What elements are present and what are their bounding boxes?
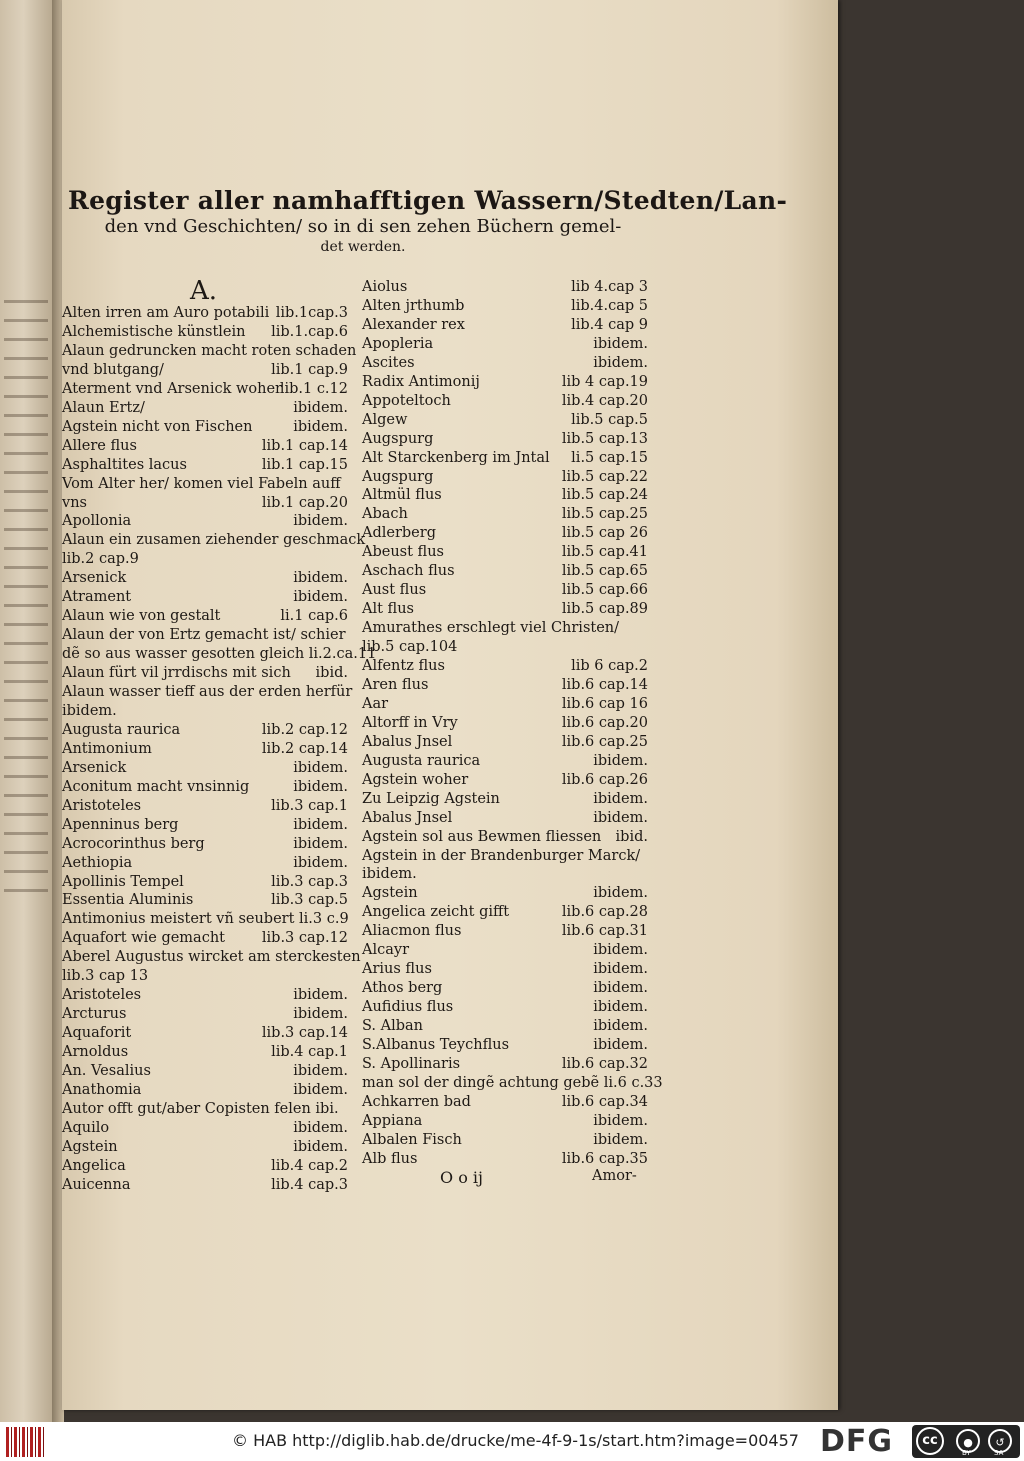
entry-term: dẽ so aus wasser gesotten gleich li.2.ca.11: [62, 646, 377, 663]
index-entry: [62, 702, 348, 721]
signature-mark: O o ij: [440, 1168, 483, 1187]
entry-term: Asphaltites lacus: [62, 456, 187, 473]
index-entry: [362, 562, 648, 581]
entry-reference: lib.4 cap.1: [271, 1044, 348, 1061]
entry-reference: ibidem.: [293, 816, 348, 833]
entry-reference: ibidem.: [293, 570, 348, 587]
index-entry: [362, 847, 648, 866]
entry-term: Agstein: [362, 885, 418, 902]
entry-term: Abeust flus: [362, 544, 445, 561]
index-entry: [362, 733, 648, 752]
entry-term: Alaun gedruncken macht roten schaden: [62, 342, 357, 359]
entry-term: Aquafort wie gemacht: [62, 930, 225, 947]
index-entry: [62, 1043, 348, 1062]
entry-reference: lib.1 cap.14: [261, 437, 348, 454]
index-entry: [362, 486, 648, 505]
index-entry: [62, 607, 348, 626]
entry-reference: lib.6 cap.14: [561, 676, 648, 693]
entry-term: Vom Alter her/ komen viel Fabeln auff: [62, 475, 341, 492]
entry-term: Appiana: [362, 1112, 423, 1129]
index-entry: [62, 873, 348, 892]
index-entry: [362, 960, 648, 979]
index-entry: [362, 468, 648, 487]
entry-term: ibidem.: [362, 866, 417, 883]
entry-reference: lib.4 cap.2: [271, 1157, 348, 1174]
entry-term: ibidem.: [62, 702, 117, 719]
index-entry: [62, 380, 348, 399]
index-entry: [62, 531, 366, 550]
entry-term: Apopleria: [362, 335, 434, 352]
entry-term: An. Vesalius: [62, 1063, 151, 1079]
index-entry: [62, 588, 348, 607]
index-entry: [62, 1005, 348, 1024]
entry-reference: ibidem.: [593, 999, 648, 1016]
entry-reference: lib.5 cap.89: [561, 601, 648, 618]
entry-reference: ibidem.: [593, 1037, 648, 1053]
index-entry: [362, 543, 648, 562]
library-logo-icon: [6, 1427, 46, 1457]
index-entry: [62, 1081, 348, 1100]
index-entry: [362, 676, 648, 695]
index-entry: [362, 1074, 663, 1093]
entry-reference: li.1 cap.6: [280, 608, 348, 625]
entry-reference: lib.5 cap.65: [561, 563, 648, 580]
entry-term: Alten jrthumb: [362, 297, 465, 314]
entry-term: Arius flus: [362, 961, 432, 978]
index-entry: [62, 778, 348, 797]
index-entry: [362, 297, 648, 316]
index-entry: [62, 740, 348, 759]
entry-term: Abalus Jnsel: [362, 809, 453, 826]
index-entry: [362, 998, 648, 1017]
entry-term: S.Albanus Teychflus: [362, 1037, 510, 1053]
entry-reference: lib.6 cap.31: [561, 923, 648, 940]
entry-reference: lib.1 cap.20: [261, 494, 348, 511]
entry-reference: ibidem.: [593, 335, 648, 352]
index-entry: [62, 1157, 348, 1176]
entry-reference: ibidem.: [593, 790, 648, 807]
index-entry: [62, 929, 348, 948]
entry-term: Ascites: [362, 354, 415, 371]
entry-reference: lib.6 cap 16: [561, 695, 648, 712]
entry-term: Alchemistische künstlein: [62, 323, 246, 340]
entry-reference: lib.3 cap.12: [261, 930, 348, 947]
title-line-3: det werden.: [320, 239, 406, 255]
entry-reference: ibidem.: [593, 1112, 648, 1129]
entry-term: Alt Starckenberg im Jntal: [362, 449, 550, 466]
index-entry: [362, 884, 648, 903]
entry-reference: ibidem.: [593, 1018, 648, 1035]
index-entry: [62, 948, 361, 967]
entry-term: Arnoldus: [62, 1044, 129, 1061]
index-entry: [62, 664, 348, 683]
entry-term: Arsenick: [62, 570, 127, 587]
index-entry: [62, 816, 348, 835]
entry-reference: ibidem.: [293, 399, 348, 416]
entry-reference: lib.5 cap.25: [561, 506, 648, 523]
entry-term: Agstein nicht von Fischen: [62, 418, 253, 435]
dfg-logo[interactable]: DFG: [820, 1424, 894, 1459]
by-icon: ●: [956, 1429, 980, 1453]
index-entry: [362, 1150, 648, 1169]
entry-reference: ibidem.: [293, 1081, 348, 1098]
index-entry: [362, 922, 648, 941]
entry-term: Aquaforit: [62, 1025, 132, 1042]
entry-term: Agstein sol aus Bewmen fliessen: [362, 828, 602, 845]
entry-term: Aliacmon flus: [362, 923, 462, 940]
entry-term: Arcturus: [62, 1006, 127, 1023]
entry-reference: lib.4 cap 9: [571, 316, 648, 333]
facing-page-edge: [0, 0, 52, 1422]
page-title: [68, 186, 788, 256]
sa-label: SA: [994, 1449, 1004, 1457]
entry-term: Albalen Fisch: [362, 1131, 462, 1148]
index-entry: [62, 512, 348, 531]
entry-reference: lib.6 cap.28: [561, 904, 648, 921]
index-entry: [362, 278, 648, 297]
entry-term: Alaun Ertz/: [62, 399, 145, 416]
entry-reference: ibid.: [315, 665, 348, 682]
entry-reference: lib.6 cap.20: [561, 714, 648, 731]
title-line-2: den vnd Geschichten/ so in di sen zehen Büchern gemel-: [104, 216, 622, 237]
entry-term: Apollonia: [62, 513, 132, 530]
index-entry: [362, 695, 648, 714]
index-entry: [362, 392, 648, 411]
entry-term: Aristoteles: [62, 987, 142, 1004]
section-letter: A.: [190, 276, 218, 306]
entry-term: vnd blutgang/: [62, 361, 164, 378]
index-entry: [62, 910, 348, 929]
index-entry: [362, 809, 648, 828]
index-entry: [62, 399, 348, 418]
entry-reference: ibidem.: [293, 589, 348, 606]
entry-reference: lib.5 cap.5: [571, 411, 648, 428]
index-entry: [362, 790, 648, 809]
entry-reference: ibidem.: [293, 835, 348, 852]
index-entry: [62, 569, 348, 588]
index-entry: [62, 626, 348, 645]
entry-term: Alaun ein zusamen ziehender geschmack: [62, 532, 366, 549]
index-entry: [362, 1093, 648, 1112]
entry-term: Aquilo: [62, 1119, 110, 1136]
entry-reference: lib.4.cap 5: [571, 297, 648, 314]
entry-reference: lib.1 c.12: [279, 380, 348, 397]
entry-reference: lib.2 cap.12: [261, 721, 348, 738]
index-entry: [62, 1176, 348, 1195]
index-entry: [362, 1112, 648, 1131]
entry-reference: lib.3 cap.14: [261, 1025, 348, 1042]
entry-reference: ibidem.: [293, 1138, 348, 1155]
entry-reference: lib.5 cap.66: [561, 582, 648, 599]
entry-reference: ibidem.: [293, 418, 348, 435]
entry-reference: ibidem.: [593, 980, 648, 997]
index-entry: [62, 1100, 348, 1119]
entry-reference: ibidem.: [593, 885, 648, 902]
entry-term: Athos berg: [362, 980, 443, 997]
index-entry: [362, 828, 648, 847]
entry-term: Aiolus: [362, 279, 408, 295]
entry-term: Algew: [362, 411, 408, 428]
entry-reference: lib 6 cap.2: [571, 658, 648, 674]
entry-reference: lib.5 cap.41: [561, 544, 648, 561]
entry-term: Apenninus berg: [62, 816, 179, 833]
entry-term: Aar: [362, 695, 389, 712]
entry-term: Achkarren bad: [362, 1093, 471, 1110]
entry-term: Augusta raurica: [62, 721, 181, 738]
entry-reference: lib.6 cap.25: [561, 733, 648, 750]
index-entry: [362, 600, 648, 619]
by-label: BY: [962, 1449, 971, 1457]
entry-reference: ibidem.: [293, 759, 348, 776]
entry-term: Adlerberg: [362, 525, 436, 542]
index-entry: [62, 1119, 348, 1138]
entry-term: Aufidius flus: [362, 999, 454, 1016]
entry-term: Arsenick: [62, 759, 127, 776]
entry-term: Aberel Augustus wircket am sterckesten: [62, 949, 361, 966]
entry-reference: lib.6 cap.32: [561, 1055, 648, 1072]
entry-term: Alten irren am Auro potabili: [62, 305, 270, 321]
index-entry: [362, 430, 648, 449]
entry-term: Essentia Aluminis: [62, 892, 194, 909]
entry-term: Augspurg: [362, 430, 434, 447]
index-entry: [362, 638, 648, 657]
entry-term: Augspurg: [362, 468, 434, 485]
entry-reference: lib.1cap.3: [275, 305, 348, 321]
index-entry: [362, 1036, 648, 1055]
entry-reference: lib.6 cap.34: [561, 1093, 648, 1110]
index-entry: [362, 771, 648, 790]
entry-term: Angelica: [62, 1157, 126, 1174]
entry-term: Altmül flus: [362, 487, 442, 504]
entry-term: Augusta raurica: [362, 752, 481, 769]
index-entry: [62, 1024, 348, 1043]
entry-reference: lib.6 cap.35: [561, 1150, 648, 1167]
index-entry: [62, 986, 348, 1005]
index-entry: [362, 657, 648, 676]
entry-reference: ibidem.: [293, 778, 348, 795]
entry-term: Acrocorinthus berg: [62, 835, 205, 852]
entry-term: Altorff in Vry: [362, 714, 458, 731]
index-entry: [362, 1055, 648, 1074]
index-entry: [62, 437, 348, 456]
entry-reference: ibidem.: [593, 752, 648, 769]
catchword: Amor-: [592, 1168, 637, 1184]
entry-term: Agstein: [62, 1138, 118, 1155]
index-entry: [362, 581, 648, 600]
index-entry: [362, 449, 648, 468]
entry-term: Aterment vnd Arsenick woher: [62, 380, 282, 397]
entry-reference: li.5 cap.15: [571, 449, 648, 466]
index-entry: [362, 373, 648, 392]
entry-reference: lib 4 cap.19: [561, 373, 648, 390]
entry-reference: lib.6 cap.26: [561, 771, 648, 788]
entry-reference: lib.1 cap.9: [271, 361, 348, 378]
entry-reference: ibidem.: [293, 513, 348, 530]
entry-term: Alaun wasser tieff aus der erden herfür: [62, 684, 353, 700]
entry-reference: lib.5 cap 26: [561, 525, 648, 542]
entry-reference: ibidem.: [293, 854, 348, 871]
index-entry: [362, 335, 648, 354]
entry-term: Alcayr: [362, 942, 409, 959]
index-entry: [62, 361, 348, 380]
index-entry: [362, 714, 648, 733]
entry-term: Alfentz flus: [362, 658, 445, 674]
entry-reference: ibidem.: [593, 1131, 648, 1148]
index-entry: [62, 304, 348, 323]
index-entry: [362, 941, 648, 960]
entry-term: Amurathes erschlegt viel Christen/: [362, 620, 620, 637]
entry-reference: lib.3 cap.3: [271, 873, 348, 890]
entry-term: Aren flus: [362, 676, 429, 693]
entry-term: man sol der dingẽ achtung gebẽ li.6 c.33: [362, 1074, 663, 1091]
index-entry: [362, 752, 648, 771]
entry-reference: lib.2 cap.14: [261, 740, 348, 757]
entry-reference: ibidem.: [593, 354, 648, 371]
entry-term: Atrament: [62, 589, 132, 606]
entry-reference: lib.4 cap.20: [561, 392, 648, 409]
entry-term: Zu Leipzig Agstein: [362, 790, 500, 807]
index-entry: [362, 411, 648, 430]
entry-reference: ibid.: [615, 828, 648, 845]
entry-term: Alaun der von Ertz gemacht ist/ schier: [62, 627, 346, 644]
index-entry: [62, 835, 348, 854]
index-entry: [362, 505, 648, 524]
index-entry: [62, 797, 348, 816]
entry-term: lib.3 cap 13: [62, 968, 149, 985]
entry-term: Alt flus: [362, 601, 414, 618]
entry-term: Angelica zeicht gifft: [362, 904, 510, 921]
index-entry: [362, 619, 648, 638]
entry-term: lib.5 cap.104: [362, 639, 458, 656]
entry-term: Agstein woher: [362, 771, 469, 788]
index-entry: [62, 550, 348, 569]
cc-icon: cc: [916, 1427, 944, 1455]
index-entry: [62, 645, 377, 664]
entry-term: Autor offt gut/aber Copisten felen ibi.: [62, 1100, 339, 1117]
index-entry: [62, 342, 357, 361]
entry-term: Aconitum macht vnsinnig: [62, 778, 250, 795]
index-entry: [362, 1131, 648, 1150]
entry-reference: lib.3 cap.1: [271, 797, 348, 814]
index-entry: [62, 494, 348, 513]
entry-term: Alaun fürt vil jrrdischs mit sich: [62, 665, 291, 682]
cc-license-badge[interactable]: [912, 1425, 1020, 1458]
entry-reference: ibidem.: [293, 1006, 348, 1023]
index-entry: [362, 524, 648, 543]
entry-term: Aust flus: [362, 582, 427, 599]
index-entry: [362, 979, 648, 998]
index-entry: [62, 967, 348, 986]
entry-term: S. Alban: [362, 1018, 424, 1035]
entry-term: Radix Antimonij: [362, 373, 480, 390]
entry-reference: lib.1 cap.15: [261, 456, 348, 473]
entry-term: Antimonium: [62, 740, 152, 757]
entry-term: S. Apollinaris: [362, 1055, 461, 1072]
index-entry: [62, 418, 348, 437]
entry-reference: ibidem.: [293, 1119, 348, 1136]
entry-term: Apollinis Tempel: [62, 873, 184, 890]
entry-term: Abach: [362, 506, 408, 523]
entry-term: Alexander rex: [362, 316, 465, 333]
index-entry: [62, 854, 348, 873]
entry-term: Auicenna: [62, 1176, 131, 1193]
entry-reference: lib.4 cap.3: [271, 1176, 348, 1193]
entry-reference: lib.1.cap.6: [271, 323, 348, 340]
index-entry: [62, 1062, 348, 1081]
entry-reference: lib.5 cap.22: [561, 468, 648, 485]
entry-term: vns: [62, 494, 87, 511]
entry-term: Alb flus: [362, 1150, 418, 1167]
entry-term: Aristoteles: [62, 797, 142, 814]
entry-term: Anathomia: [62, 1081, 142, 1098]
index-entry: [362, 316, 648, 335]
index-entry: [362, 865, 648, 884]
index-entry: [62, 721, 348, 740]
viewer-footer: [0, 1422, 1024, 1461]
entry-reference: ibidem.: [593, 809, 648, 826]
entry-reference: ibidem.: [593, 942, 648, 959]
index-entry: [62, 759, 348, 778]
entry-reference: lib.3 cap.5: [271, 892, 348, 909]
entry-reference: lib.5 cap.24: [561, 487, 648, 504]
copyright-link[interactable]: © HAB http://diglib.hab.de/drucke/me-4f-9-1s/start.htm?image=00457: [232, 1431, 799, 1450]
index-entry: [62, 891, 348, 910]
index-entry: [362, 903, 648, 922]
index-entry: [62, 456, 348, 475]
entry-term: Aethiopia: [62, 854, 133, 871]
entry-term: Appoteltoch: [362, 392, 451, 409]
entry-term: Agstein in der Brandenburger Marck/: [362, 847, 641, 864]
index-entry: [62, 683, 353, 702]
sa-icon: ↺: [988, 1429, 1012, 1453]
entry-reference: ibidem.: [293, 987, 348, 1004]
index-entry: [62, 475, 348, 494]
entry-reference: ibidem.: [293, 1063, 348, 1079]
entry-term: Abalus Jnsel: [362, 733, 453, 750]
entry-reference: ibidem.: [593, 961, 648, 978]
entry-term: Alaun wie von gestalt: [62, 608, 221, 625]
title-line-1: Register aller namhafftigen Wassern/Stedten/Lan-: [68, 186, 788, 215]
entry-reference: lib 4.cap 3: [571, 279, 648, 295]
entry-term: Antimonius meistert vñ seubert li.3 c.9: [62, 911, 349, 928]
entry-term: Allere flus: [62, 437, 137, 454]
index-entry: [362, 354, 648, 373]
entry-term: Aschach flus: [362, 563, 455, 580]
index-entry: [62, 323, 348, 342]
entry-reference: lib.5 cap.13: [561, 430, 648, 447]
entry-term: lib.2 cap.9: [62, 551, 139, 568]
index-entry: [62, 1138, 348, 1157]
index-entry: [362, 1017, 648, 1036]
